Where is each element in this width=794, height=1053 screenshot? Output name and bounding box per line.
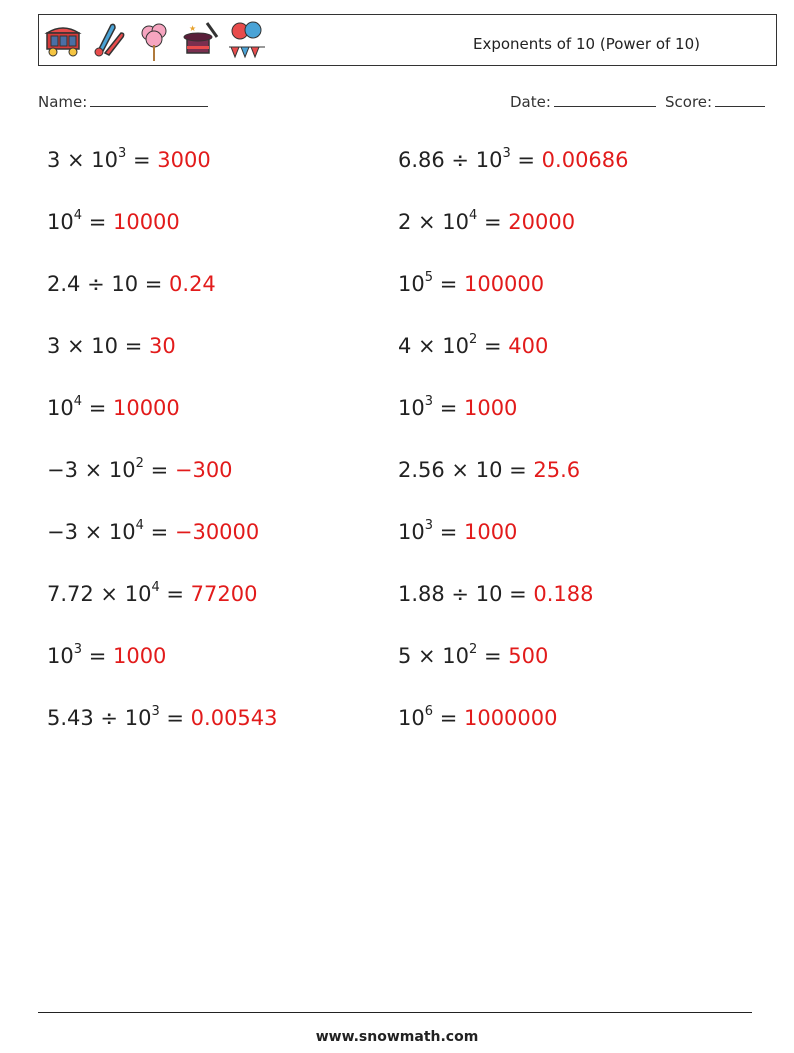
problem-expression: 3 × 10 (47, 334, 119, 358)
equals-sign: = (433, 396, 464, 420)
problem-expression: 4 × 10 (398, 334, 470, 358)
problem-answer: 100000 (463, 272, 545, 296)
cotton-candy-icon (139, 19, 169, 63)
footer-divider (38, 1012, 752, 1013)
problem-expression: 6.86 ÷ 10 (398, 148, 503, 172)
problem-exponent: 4 (135, 518, 144, 533)
equals-sign: = (118, 334, 149, 358)
problem-expression: 10 (398, 520, 425, 544)
problem-left-2 (47, 210, 180, 234)
problem-answer: 0.188 (533, 582, 594, 606)
problem-right-6 (398, 458, 580, 482)
problem-expression: 5 × 10 (398, 644, 470, 668)
problem-answer: 3000 (157, 148, 211, 172)
problem-answer: 1000000 (463, 706, 558, 730)
worksheet-title: Exponents of 10 (Power of 10) (473, 35, 700, 53)
problem-left-8 (47, 582, 257, 606)
equals-sign: = (126, 148, 158, 172)
equals-sign: = (502, 582, 534, 606)
problem-expression: 2 × 10 (398, 210, 470, 234)
problem-right-1 (398, 148, 629, 172)
equals-sign: = (433, 706, 464, 730)
problem-right-10 (398, 706, 558, 730)
worksheet-header (38, 14, 777, 66)
equals-sign: = (143, 520, 175, 544)
problem-exponent: 3 (424, 394, 434, 409)
equals-sign: = (82, 644, 113, 668)
equals-sign: = (82, 396, 113, 420)
magic-hat-icon (181, 19, 221, 59)
equals-sign: = (143, 458, 175, 482)
problem-left-9 (47, 644, 166, 668)
problem-answer: −30000 (174, 520, 260, 544)
name-field (38, 93, 208, 111)
problem-answer: 1000 (463, 396, 518, 420)
score-field (665, 93, 765, 111)
equals-sign: = (433, 520, 464, 544)
problem-expression: 10 (47, 396, 74, 420)
circus-wagon-icon (43, 19, 83, 59)
problem-expression: 3 × 10 (47, 148, 119, 172)
problem-left-7 (47, 520, 259, 544)
problem-expression: 10 (47, 644, 74, 668)
problem-right-4 (398, 334, 548, 358)
name-blank[interactable] (90, 93, 208, 107)
problem-answer: 0.24 (169, 272, 216, 296)
juggling-pins-icon (91, 19, 127, 59)
problem-exponent: 2 (469, 642, 478, 657)
problem-answer: 500 (508, 644, 549, 668)
equals-sign: = (477, 644, 509, 668)
score-label: Score: (665, 93, 713, 111)
equals-sign: = (159, 706, 191, 730)
footer-url: www.snowmath.com (315, 1029, 479, 1045)
problem-answer: 30 (148, 334, 176, 358)
problem-right-7 (398, 520, 517, 544)
problem-left-3 (47, 272, 216, 296)
problem-exponent: 5 (424, 270, 434, 285)
problem-answer: 1000 (463, 520, 518, 544)
problem-right-3 (398, 272, 544, 296)
problem-expression: 2.4 ÷ 10 (47, 272, 139, 296)
problem-exponent: 3 (151, 704, 160, 719)
problem-answer: 0.00686 (541, 148, 629, 172)
problem-exponent: 3 (424, 518, 434, 533)
problem-answer: 25.6 (533, 458, 581, 482)
problem-expression: 5.43 ÷ 10 (47, 706, 152, 730)
equals-sign: = (477, 334, 509, 358)
problem-left-5 (47, 396, 180, 420)
problem-left-1 (47, 148, 211, 172)
name-label: Name: (38, 93, 88, 111)
balloons-bunting-icon (227, 19, 267, 63)
problem-exponent: 2 (135, 456, 144, 471)
equals-sign: = (477, 210, 509, 234)
problem-expression: 7.72 × 10 (47, 582, 152, 606)
problem-answer: 10000 (112, 396, 180, 420)
problem-expression: 10 (398, 706, 425, 730)
problem-exponent: 6 (424, 704, 434, 719)
problem-exponent: 4 (73, 208, 83, 223)
problem-exponent: 4 (73, 394, 83, 409)
problem-answer: 400 (508, 334, 549, 358)
problem-expression: 1.88 ÷ 10 (398, 582, 503, 606)
problem-answer: 1000 (112, 644, 167, 668)
problem-expression: −3 × 10 (47, 520, 136, 544)
problem-exponent: 2 (469, 332, 478, 347)
problem-answer: −300 (174, 458, 233, 482)
equals-sign: = (159, 582, 191, 606)
score-blank[interactable] (715, 93, 765, 107)
problem-exponent: 3 (118, 146, 127, 161)
problem-expression: 10 (47, 210, 74, 234)
problem-exponent: 4 (469, 208, 478, 223)
problem-left-10 (47, 706, 278, 730)
problem-right-8 (398, 582, 594, 606)
problem-expression: 2.56 × 10 (398, 458, 503, 482)
problem-exponent: 4 (151, 580, 160, 595)
problem-exponent: 3 (502, 146, 511, 161)
problem-answer: 20000 (508, 210, 576, 234)
date-field (510, 93, 656, 111)
problem-right-9 (398, 644, 548, 668)
date-label: Date: (510, 93, 551, 111)
equals-sign: = (502, 458, 534, 482)
equals-sign: = (433, 272, 464, 296)
problem-expression: 10 (398, 272, 425, 296)
problem-right-2 (398, 210, 575, 234)
problem-answer: 10000 (112, 210, 180, 234)
problem-expression: 10 (398, 396, 425, 420)
equals-sign: = (82, 210, 113, 234)
equals-sign: = (138, 272, 170, 296)
equals-sign: = (510, 148, 542, 172)
problem-expression: −3 × 10 (47, 458, 136, 482)
problem-left-4 (47, 334, 176, 358)
problem-answer: 77200 (190, 582, 258, 606)
problem-answer: 0.00543 (190, 706, 278, 730)
problem-right-5 (398, 396, 517, 420)
date-blank[interactable] (554, 93, 656, 107)
problem-left-6 (47, 458, 233, 482)
svg-text:★: ★ (189, 24, 197, 33)
problem-exponent: 3 (73, 642, 83, 657)
